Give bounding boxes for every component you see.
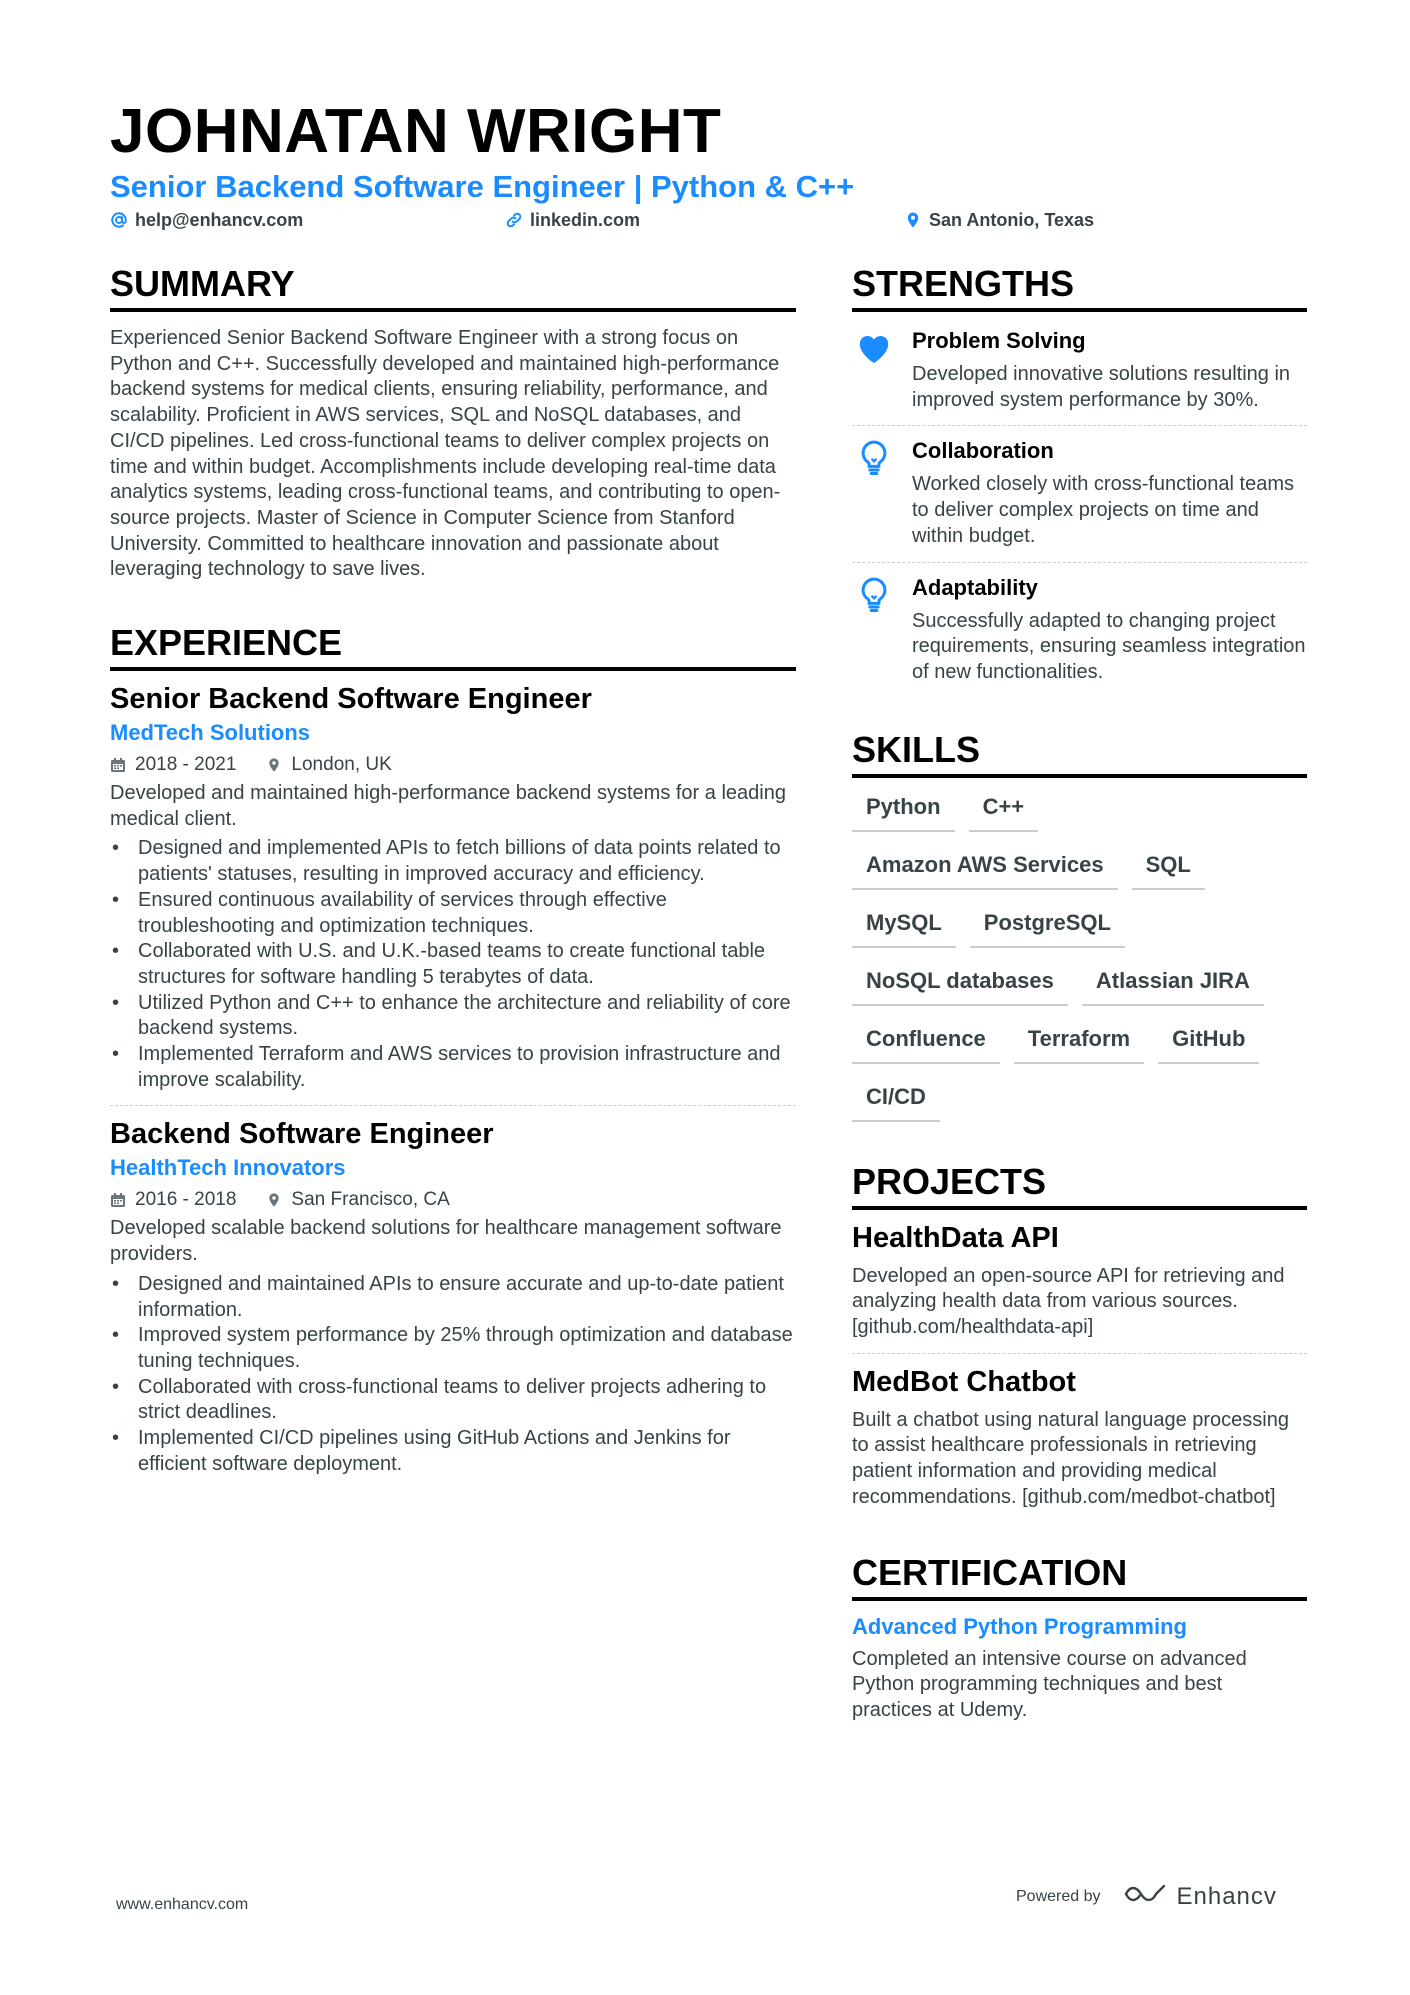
skill-tag: MySQL — [852, 908, 956, 948]
strength-item — [852, 436, 1307, 549]
entry-divider — [852, 425, 1307, 426]
job-title: Senior Backend Software Engineer — [110, 683, 592, 716]
experience-entry — [110, 1116, 796, 1477]
certification-section — [852, 1551, 1307, 1724]
projects-heading: PROJECTS — [852, 1160, 1307, 1210]
strength-description: Worked closely with cross-functional teams to deliver complex projects on time and within budget. — [912, 473, 1294, 547]
skill-tag: SQL — [1132, 850, 1205, 890]
contact-linkedin[interactable] — [505, 207, 640, 233]
job-bullets — [110, 836, 796, 1093]
job-bullet: • Designed and implemented APIs to fetch billions of data points related to patients' statuses, resulting in improved accuracy and efficiency. — [110, 836, 796, 887]
job-dates: 2016 - 2018 — [135, 1189, 237, 1211]
job-bullet: • Utilized Python and C++ to enhance the architecture and reliability of core backend systems. — [110, 991, 796, 1042]
job-location: San Francisco, CA — [291, 1189, 450, 1211]
contact-email[interactable] — [110, 207, 303, 233]
skill-tag: Python — [852, 792, 955, 832]
company-name: MedTech Solutions — [110, 720, 311, 746]
contact-location — [904, 207, 1094, 233]
job-bullet: • Collaborated with U.S. and U.K.-based teams to create functional table structures for software handling 5 terabytes of data. — [110, 939, 796, 990]
left-column — [110, 262, 796, 1478]
skill-tag: PostgreSQL — [970, 908, 1125, 948]
lightbulb-icon — [854, 438, 894, 478]
contact-location-text: San Antonio, Texas — [929, 210, 1095, 230]
heart-icon — [854, 328, 894, 368]
link-icon — [505, 211, 523, 229]
experience-section — [110, 621, 796, 1477]
strength-title: Problem Solving — [912, 328, 1086, 353]
contact-bar — [110, 207, 1310, 235]
job-description: Developed and maintained high-performance backend systems for a leading medical client. — [110, 782, 786, 830]
job-dates: 2018 - 2021 — [135, 754, 237, 776]
skill-tag: GitHub — [1158, 1024, 1259, 1064]
skill-tag: Confluence — [852, 1024, 1000, 1064]
certification-heading: CERTIFICATION — [852, 1551, 1307, 1601]
job-bullet: • Improved system performance by 25% through optimization and database tuning techniques. — [110, 1323, 796, 1374]
job-bullet: • Implemented CI/CD pipelines using GitHub Actions and Jenkins for efficient software deployment. — [110, 1426, 796, 1477]
strength-description: Successfully adapted to changing project requirements, ensuring seamless integration of new functionalities. — [912, 609, 1306, 683]
certification-name: Advanced Python Programming — [852, 1613, 1187, 1639]
projects-section — [852, 1160, 1307, 1511]
skills-list — [852, 792, 1307, 1140]
strength-item — [852, 573, 1307, 686]
skill-tag: CI/CD — [852, 1082, 940, 1122]
job-bullet: • Collaborated with cross-functional teams to deliver projects adhering to strict deadlines. — [110, 1375, 796, 1426]
skill-tag: Terraform — [1014, 1024, 1144, 1064]
right-column — [852, 262, 1307, 1724]
certification-description: Completed an intensive course on advanced Python programming techniques and best practices at Udemy. — [852, 1647, 1247, 1721]
contact-email-text: help@enhancv.com — [135, 210, 304, 230]
strength-item — [852, 326, 1307, 413]
footer-branding — [1016, 1882, 1277, 1911]
location-pin-icon — [266, 757, 282, 773]
job-bullets — [110, 1272, 796, 1478]
contact-linkedin-text: linkedin.com — [530, 210, 641, 230]
strength-description: Developed innovative solutions resulting in improved system performance by 30%. — [912, 363, 1291, 411]
strength-title: Adaptability — [912, 574, 1038, 600]
project-title: MedBot Chatbot — [852, 1365, 1076, 1398]
skills-section — [852, 728, 1307, 1140]
project-item — [852, 1220, 1307, 1341]
project-item — [852, 1364, 1307, 1511]
strength-title: Collaboration — [912, 438, 1054, 464]
skill-tag: NoSQL databases — [852, 966, 1068, 1006]
experience-entry — [110, 681, 796, 1093]
lightbulb-icon — [854, 575, 894, 615]
powered-by-label: Powered by — [1016, 1887, 1101, 1905]
job-description: Developed scalable backend solutions for healthcare management software providers. — [110, 1217, 782, 1266]
experience-heading: EXPERIENCE — [110, 621, 796, 671]
skill-tag: Atlassian JIRA — [1082, 966, 1264, 1006]
enhancv-logo-icon — [1123, 1882, 1169, 1911]
project-title: HealthData API — [852, 1221, 1059, 1254]
skill-tag: C++ — [969, 792, 1039, 832]
location-pin-icon — [266, 1192, 282, 1208]
calendar-icon — [110, 1192, 126, 1208]
summary-heading: SUMMARY — [110, 262, 796, 312]
skill-tag: Amazon AWS Services — [852, 850, 1118, 890]
candidate-headline: Senior Backend Software Engineer | Python & C++ — [110, 169, 855, 204]
job-location: London, UK — [291, 754, 392, 776]
project-description: Developed an open-source API for retrieving and analyzing health data from various sources. [github.com/healthdata-api] — [852, 1264, 1285, 1339]
entry-divider — [110, 1105, 796, 1106]
job-meta — [110, 1188, 796, 1212]
job-meta — [110, 753, 796, 777]
location-pin-icon — [904, 211, 922, 229]
company-name: HealthTech Innovators — [110, 1155, 346, 1181]
job-bullet: • Designed and maintained APIs to ensure accurate and up-to-date patient information. — [110, 1272, 796, 1323]
summary-section — [110, 262, 796, 583]
job-title: Backend Software Engineer — [110, 1118, 494, 1151]
skills-heading: SKILLS — [852, 728, 1307, 778]
entry-divider — [852, 1353, 1307, 1354]
strengths-section — [852, 262, 1307, 686]
footer-website[interactable]: www.enhancv.com — [116, 1896, 249, 1913]
entry-divider — [852, 562, 1307, 563]
project-description: Built a chatbot using natural language processing to assist healthcare professionals in retrieving patient information and providing medical recommendations. [github.com/medbot-chatbot] — [852, 1408, 1289, 1508]
candidate-name: JOHNATAN WRIGHT — [110, 97, 722, 166]
calendar-icon — [110, 757, 126, 773]
strengths-heading: STRENGTHS — [852, 262, 1307, 312]
brand-name: Enhancv — [1176, 1882, 1277, 1910]
job-bullet: • Ensured continuous availability of services through effective troubleshooting and optimization techniques. — [110, 888, 796, 939]
job-bullet: • Implemented Terraform and AWS services to provision infrastructure and improve scalability. — [110, 1042, 796, 1093]
summary-text: Experienced Senior Backend Software Engineer with a strong focus on Python and C++. Successfully developed and maintained high-performance backend systems for medical clients, ensuring reliability, performance, and scalability. Proficient in AWS services, SQL and NoSQL databases, and CI/CD pipelines. Led cross-functional teams to deliver complex projects on time and within budget. Accomplishments include developing real-time data analytics systems, leading cross-functional teams, and contributing to open-source projects. Master of Science in Computer Science from Stanford University. Committed to healthcare innovation and passionate about leveraging technology to save lives. — [110, 327, 781, 581]
at-sign-icon — [110, 211, 128, 229]
